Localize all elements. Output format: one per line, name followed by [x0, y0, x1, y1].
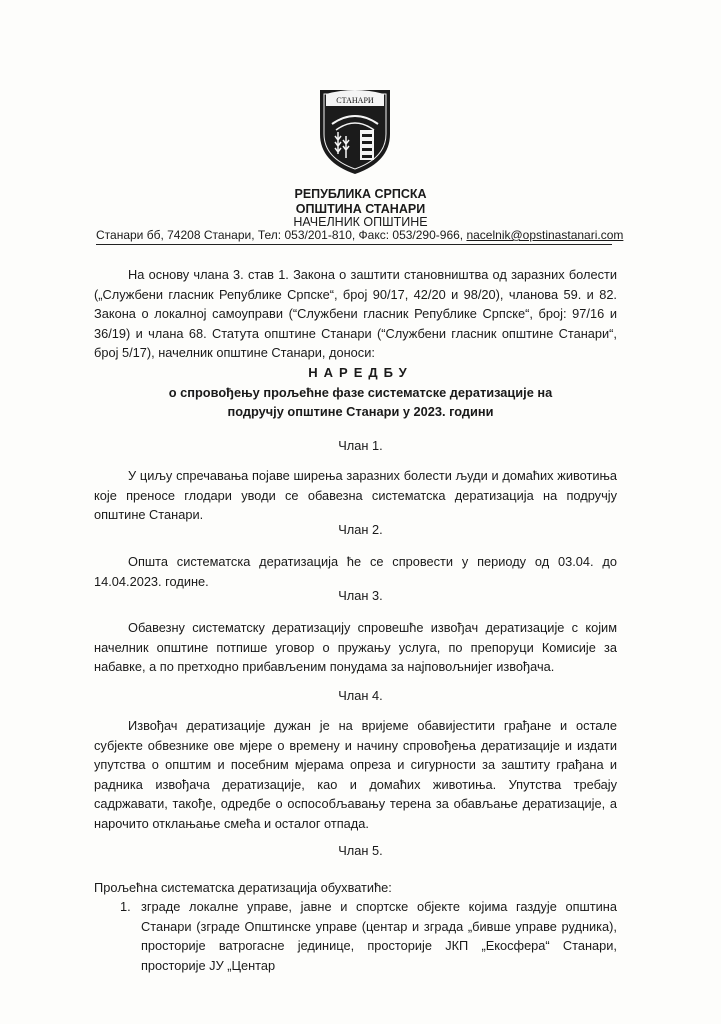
- contact-line: [96, 227, 624, 245]
- decree-subtitle-line-2: подручју општине Станари у 2023. години: [227, 404, 494, 419]
- article-4-text: Извођач дератизације дужан је на вријеме обавијестити грађане и остале субјекте обвезнике ове мјере о времену и начину спровођења дератизације и издати упутства о општим и посебним мјерама опреза и сигурности за заштиту грађана и радника извођача дератизације, као и домаћих животиња. Упутства требају садржавати, такође, одредбе о оспособљавању терена за обављање дератизације, а нарочито отклањање смећа и осталог отпада.: [94, 718, 617, 831]
- article-5-heading: Члан 5.: [338, 843, 383, 858]
- crest-banner-text: СТАНАРИ: [336, 96, 374, 105]
- article-3-text: Обавезну систематску дератизацију спровешће извођач дератизације с којим начелник општине потпише уговор о пружању услуга, по препоруци Комисије за набавке, а по претходно прибављеним понудама за најповољнијег извођача.: [94, 620, 617, 674]
- article-2-heading: Члан 2.: [338, 522, 383, 537]
- article-3-heading: Члан 3.: [338, 588, 383, 603]
- municipality-coat-of-arms-icon: [316, 84, 394, 176]
- municipality-name: ОПШТИНА СТАНАРИ: [295, 202, 426, 216]
- article-1-text: У циљу спречавања појаве ширења заразних болести људи и домаћих животиња које преносе глодари уводи се обавезна систематска дератизација на подручју општине Станари.: [94, 468, 617, 522]
- article-2-text: Општа систематска дератизација ће се спровести у периоду од 03.04. до 14.04.2023. године.: [94, 554, 617, 589]
- republic-name: РЕПУБЛИКА СРПСКА: [294, 187, 427, 201]
- list-item-number: 1.: [120, 899, 131, 914]
- article-5-intro: Прољећна систематска дератизација обухватиће:: [94, 880, 392, 895]
- article-4-heading: Члан 4.: [338, 688, 383, 703]
- preamble-paragraph: На основу члана 3. став 1. Закона о заштити становништва од заразних болести („Службени гласник Републике Српске“, број 90/17, 42/20 и 98/20), чланова 59. и 82. Закона о локалној самоуправи (“Службени гласник Републике Српске“, број: 97/16 и 36/19) и члана 68. Статута општине Станари (“Службени гласник општине Станари“, број 5/17), начелник општине Станари, доноси:: [94, 267, 617, 360]
- email-link[interactable]: nacelnik@opstinastanari.com: [466, 228, 624, 242]
- contact-details: Станари бб, 74208 Станари, Тел: 053/201-810, Факс: 053/290-966,: [96, 228, 467, 242]
- office-name: НАЧЕЛНИК ОПШТИНЕ: [293, 215, 428, 229]
- list-item-text: зграде локалне управе, јавне и спортске објекте којима газдује општина Станари (зграде Општинске управе (центар и зграда „бивше управе рудника), просторије ватрогасне јединице, просторије ЈКП „Екосфера“ Станари, просторије ЈУ „Центар: [141, 899, 617, 973]
- decree-title: НАРЕДБУ: [308, 365, 413, 380]
- decree-subtitle-line-1: о спровођењу прољећне фазе систематске дератизације на: [168, 385, 553, 400]
- article-1-heading: Члан 1.: [338, 438, 383, 453]
